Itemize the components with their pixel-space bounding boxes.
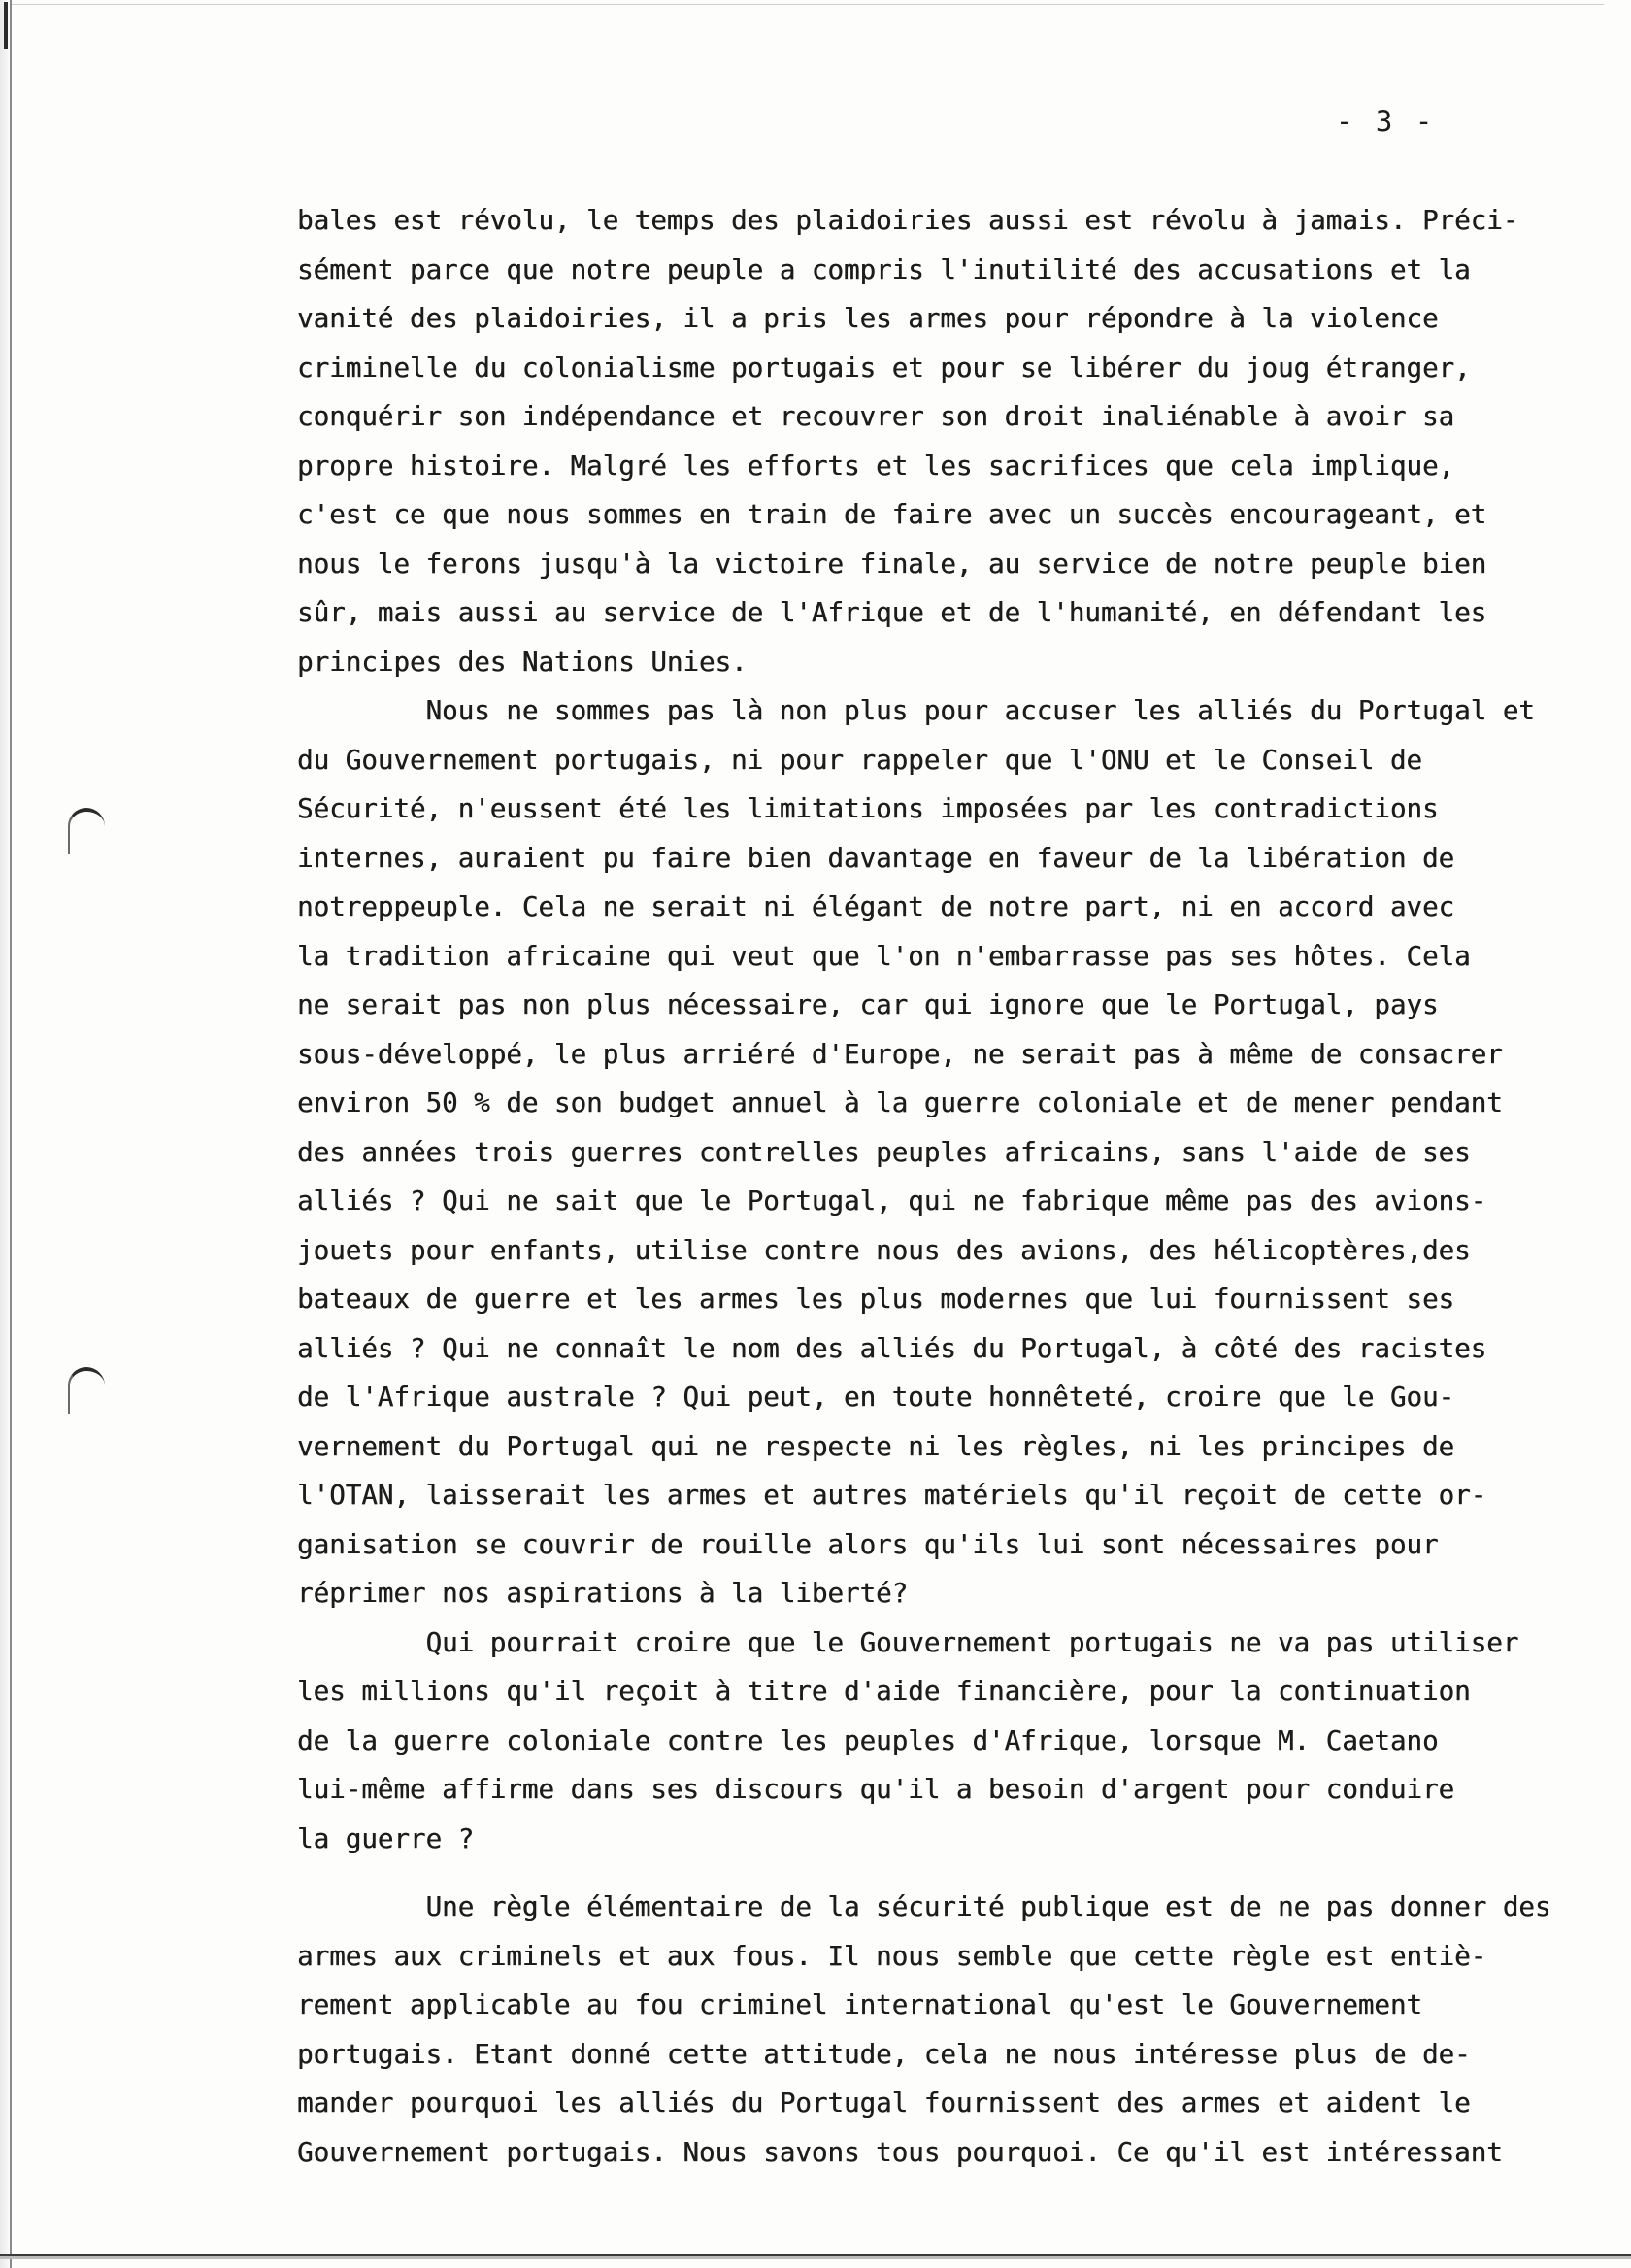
scan-bottom-edge [0, 2254, 1631, 2259]
punch-hole-mark [68, 808, 105, 854]
text-line: lui-même affirme dans ses discours qu'il a besoin d'argent pour conduire [297, 1774, 1455, 1805]
text-line: nous le ferons jusqu'à la victoire finale, au service de notre peuple bien [297, 548, 1487, 580]
text-line: Une règle élémentaire de la sécurité publique est de ne pas donner des [297, 1891, 1551, 1922]
text-line: criminelle du colonialisme portugais et pour se libérer du joug étranger, [297, 351, 1471, 384]
text-line: principes des Nations Unies. [297, 646, 748, 678]
text-line: la guerre ? [297, 1822, 475, 1854]
text-line: la tradition africaine qui veut que l'on n'embarrasse pas ses hôtes. Cela [297, 940, 1471, 972]
text-line: vanité des plaidoiries, il a pris les armes pour répondre à la violence [297, 303, 1439, 334]
text-line: environ 50 % de son budget annuel à la guerre coloniale et de mener pendant [297, 1087, 1503, 1118]
scan-top-line [12, 4, 1604, 5]
paragraph-4 [297, 1883, 1598, 2177]
text-line: bales est révolu, le temps des plaidoiries aussi est révolu à jamais. Préci- [297, 205, 1519, 236]
text-line: les millions qu'il reçoit à titre d'aide financière, pour la continuation [297, 1676, 1471, 1707]
text-line: vernement du Portugal qui ne respecte ni les règles, ni les principes de [297, 1430, 1455, 1462]
paragraph-3 [297, 1618, 1598, 1864]
paragraph-1 [297, 196, 1598, 686]
text-line: sément parce que notre peuple a compris l'inutilité des accusations et la [297, 253, 1471, 285]
punch-hole-mark [68, 1367, 105, 1414]
text-line: de l'Afrique australe ? Qui peut, en toute honnêteté, croire que le Gou- [297, 1382, 1455, 1413]
text-line: Nous ne sommes pas là non plus pour accuser les alliés du Portugal et [297, 695, 1535, 726]
text-line: armes aux criminels et aux fous. Il nous semble que cette règle est entiè- [297, 1940, 1487, 1972]
text-line: Qui pourrait croire que le Gouvernement portugais ne va pas utiliser [297, 1626, 1519, 1658]
text-line: de la guerre coloniale contre les peuples d'Afrique, lorsque M. Caetano [297, 1724, 1439, 1756]
paragraph-gap [297, 1863, 1598, 1883]
text-line: jouets pour enfants, utilise contre nous des avions, des hélicoptères,des [297, 1234, 1471, 1266]
edge-mark [4, 2, 8, 49]
text-line: bateaux de guerre et les armes les plus modernes que lui fournissent ses [297, 1284, 1455, 1315]
text-line: sous-développé, le plus arriéré d'Europe, ne serait pas à même de consacrer [297, 1038, 1503, 1070]
text-line: des années trois guerres contrelles peuples africains, sans l'aide de ses [297, 1136, 1471, 1168]
text-line: ganisation se couvrir de rouille alors qu'ils lui sont nécessaires pour [297, 1528, 1439, 1560]
text-line: c'est ce que nous sommes en train de faire avec un succès encourageant, et [297, 499, 1487, 530]
text-line: ne serait pas non plus nécessaire, car qui ignore que le Portugal, pays [297, 989, 1439, 1020]
text-line: mander pourquoi les alliés du Portugal fournissent des armes et aident le [297, 2087, 1471, 2118]
text-line: conquérir son indépendance et recouvrer son droit inaliénable à avoir sa [297, 401, 1455, 432]
text-line: sûr, mais aussi au service de l'Afrique et de l'humanité, en défendant les [297, 597, 1487, 628]
paragraph-2 [297, 686, 1598, 1618]
text-line: alliés ? Qui ne connaît le nom des alliés du Portugal, à côté des racistes [297, 1332, 1487, 1364]
text-line: Sécurité, n'eussent été les limitations imposées par les contradictions [297, 793, 1439, 824]
page-number: - 3 - [1336, 105, 1436, 138]
text-line: du Gouvernement portugais, ni pour rappeler que l'ONU et le Conseil de [297, 744, 1422, 776]
text-line: propre histoire. Malgré les efforts et les sacrifices que cela implique, [297, 450, 1455, 482]
text-line: l'OTAN, laisserait les armes et autres matériels qu'il reçoit de cette or- [297, 1480, 1487, 1511]
text-line: alliés ? Qui ne sait que le Portugal, qui ne fabrique même pas des avions- [297, 1185, 1487, 1217]
body-text [297, 196, 1598, 2177]
text-line: notreppeuple. Cela ne serait ni élégant de notre part, ni en accord avec [297, 891, 1455, 922]
text-line: Gouvernement portugais. Nous savons tous pourquoi. Ce qu'il est intéressant [297, 2136, 1503, 2168]
text-line: internes, auraient pu faire bien davantage en faveur de la libération de [297, 842, 1455, 874]
text-line: rement applicable au fou criminel international qu'est le Gouvernement [297, 1989, 1422, 2020]
text-line: portugais. Etant donné cette attitude, cela ne nous intéresse plus de de- [297, 2038, 1471, 2070]
scan-left-edge [0, 0, 12, 2268]
text-line: réprimer nos aspirations à la liberté? [297, 1578, 909, 1609]
